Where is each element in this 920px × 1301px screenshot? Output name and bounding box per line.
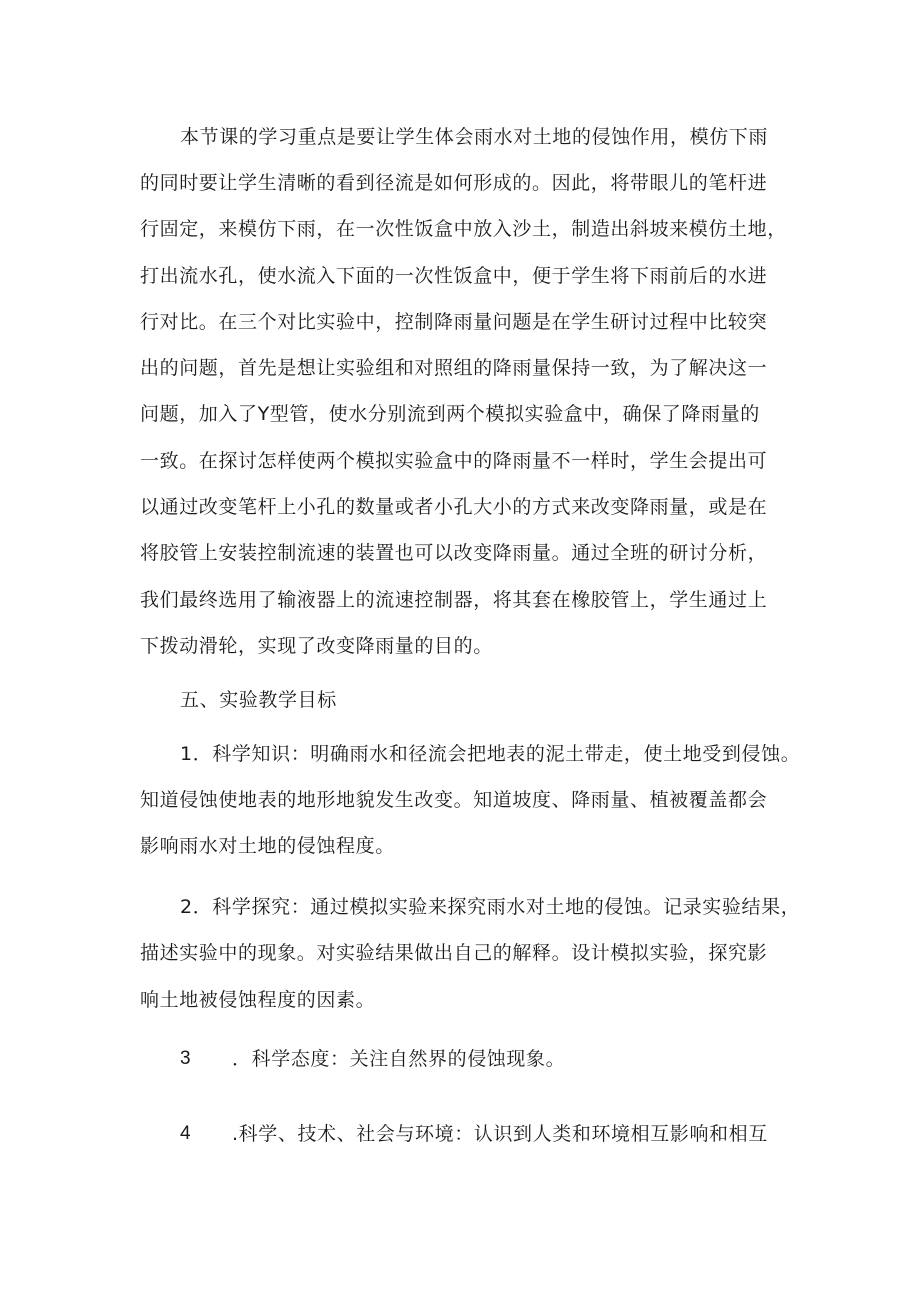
paragraph-line: 出的问题，首先是想让实验组和对照组的降雨量保持一致，为了解决这一 xyxy=(140,357,768,379)
paragraph-line: 将胶管上安装控制流速的装置也可以改变降雨量。通过全班的研讨分析， xyxy=(140,542,768,564)
objective-4-text: .科学、技术、社会与环境：认识到人类和环境相互影响和相互 xyxy=(232,1123,768,1145)
section-heading: 五、实验教学目标 xyxy=(180,689,337,711)
paragraph-line: 我们最终选用了输液器上的流速控制器，将其套在橡胶管上，学生通过上 xyxy=(140,589,768,611)
paragraph-line: 行对比。在三个对比实验中，控制降雨量问题是在学生研讨过程中比较突 xyxy=(140,311,768,333)
paragraph-line: 下拨动滑轮，实现了改变降雨量的目的。 xyxy=(140,635,493,657)
paragraph-line: 打出流水孔，使水流入下面的一次性饭盒中，便于学生将下雨前后的水进 xyxy=(140,265,768,287)
objective-1-line: 1．科学知识：明确雨水和径流会把地表的泥土带走，使土地受到侵蚀。 xyxy=(180,743,801,765)
objective-2-line: 描述实验中的现象。对实验结果做出自己的解释。设计模拟实验，探究影 xyxy=(140,942,768,964)
paragraph-line: 本节课的学习重点是要让学生体会雨水对土地的侵蚀作用，模仿下雨 xyxy=(180,126,769,148)
objective-1-line: 影响雨水对土地的侵蚀程度。 xyxy=(140,835,395,857)
objective-2-line: 响土地被侵蚀程度的因素。 xyxy=(140,989,376,1011)
paragraph-line: 的同时要让学生清晰的看到径流是如何形成的。因此，将带眼儿的笔杆进 xyxy=(140,172,768,194)
objective-4-number: 4 xyxy=(180,1123,191,1144)
objective-3-text: ．科学态度：关注自然界的侵蚀现象。 xyxy=(232,1048,566,1070)
paragraph-line: 问题，加入了Y型管，使水分别流到两个模拟实验盒中，确保了降雨量的 xyxy=(140,403,760,425)
paragraph-line: 一致。在探讨怎样使两个模拟实验盒中的降雨量不一样时，学生会提出可 xyxy=(140,450,768,472)
objective-2-line: 2．科学探究：通过模拟实验来探究雨水对土地的侵蚀。记录实验结果， xyxy=(180,896,801,918)
objective-3-number: 3 xyxy=(180,1048,191,1069)
paragraph-line: 行固定，来模仿下雨，在一次性饭盒中放入沙土，制造出斜坡来模仿土地， xyxy=(140,218,787,240)
paragraph-line: 以通过改变笔杆上小孔的数量或者小孔大小的方式来改变降雨量，或是在 xyxy=(140,496,768,518)
objective-1-line: 知道侵蚀使地表的地形地貌发生改变。知道坡度、降雨量、植被覆盖都会 xyxy=(140,789,768,811)
